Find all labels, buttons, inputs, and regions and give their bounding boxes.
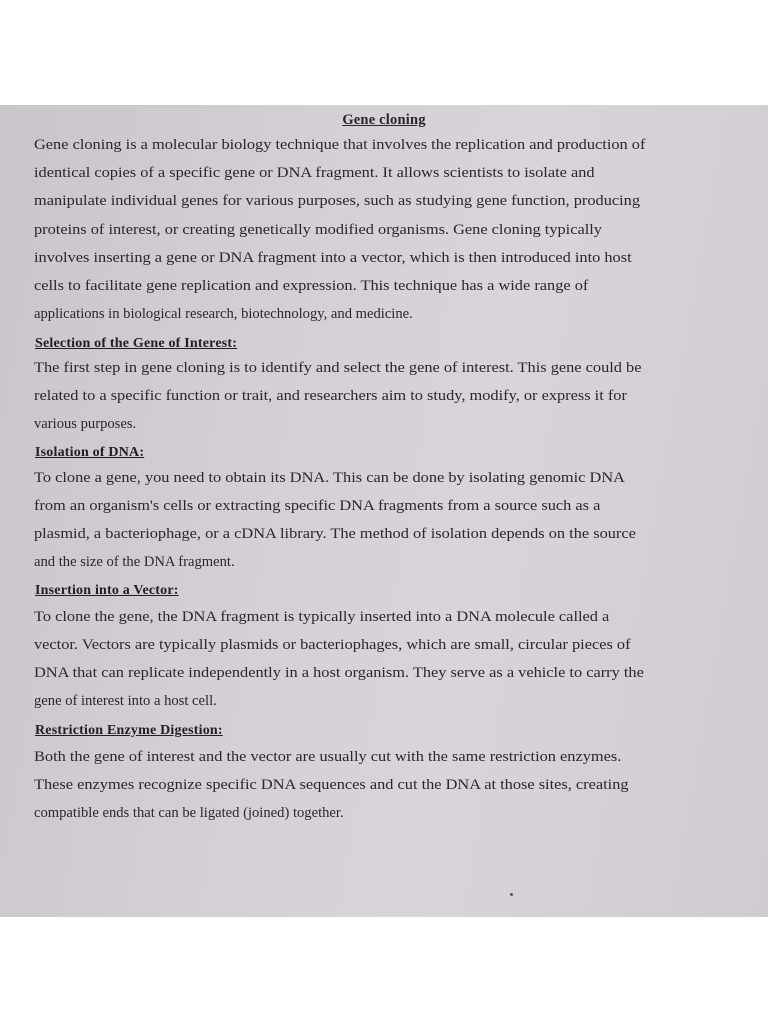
section-line: plasmid, a bacteriophage, or a cDNA library. The method of isolation depends on the source: [34, 526, 636, 542]
intro-line: proteins of interest, or creating genetically modified organisms. Gene cloning typically: [34, 222, 602, 238]
section-line: Both the gene of interest and the vector are usually cut with the same restriction enzymes.: [34, 749, 622, 765]
section-line: vector. Vectors are typically plasmids or bacteriophages, which are small, circular pieces of: [34, 637, 631, 653]
section-line: compatible ends that can be ligated (joined) together.: [34, 805, 344, 821]
intro-line: involves inserting a gene or DNA fragment into a vector, which is then introduced into host: [34, 250, 632, 266]
section-line: DNA that can replicate independently in a host organism. They serve as a vehicle to carry the: [34, 665, 644, 681]
intro-line: manipulate individual genes for various purposes, such as studying gene function, producing: [34, 193, 641, 209]
intro-line: applications in biological research, biotechnology, and medicine.: [34, 306, 413, 322]
section-line: and the size of the DNA fragment.: [34, 554, 235, 570]
section-line: The first step in gene cloning is to identify and select the gene of interest. This gene could be: [34, 360, 642, 376]
section-heading: Restriction Enzyme Digestion:: [35, 723, 223, 738]
ink-speck: [510, 893, 513, 896]
document-title: Gene cloning: [342, 112, 426, 128]
intro-line: cells to facilitate gene replication and expression. This technique has a wide range of: [34, 278, 589, 294]
section-line: related to a specific function or trait, and researchers aim to study, modify, or express it for: [34, 388, 627, 404]
intro-line: Gene cloning is a molecular biology technique that involves the replication and production of: [34, 137, 646, 153]
section-line: various purposes.: [34, 416, 137, 432]
section-line: from an organism's cells or extracting specific DNA fragments from a source such as a: [34, 498, 601, 514]
section-line: To clone the gene, the DNA fragment is typically inserted into a DNA molecule called a: [34, 609, 610, 625]
paper-page: [0, 105, 768, 917]
section-line: These enzymes recognize specific DNA sequences and cut the DNA at those sites, creating: [34, 777, 629, 793]
section-heading: Selection of the Gene of Interest:: [35, 336, 238, 351]
intro-line: identical copies of a specific gene or DNA fragment. It allows scientists to isolate and: [34, 165, 595, 181]
document-photo: [0, 105, 768, 917]
section-line: gene of interest into a host cell.: [34, 693, 217, 709]
section-heading: Isolation of DNA:: [35, 445, 145, 460]
section-heading: Insertion into a Vector:: [35, 583, 179, 598]
section-line: To clone a gene, you need to obtain its DNA. This can be done by isolating genomic DNA: [34, 470, 625, 486]
